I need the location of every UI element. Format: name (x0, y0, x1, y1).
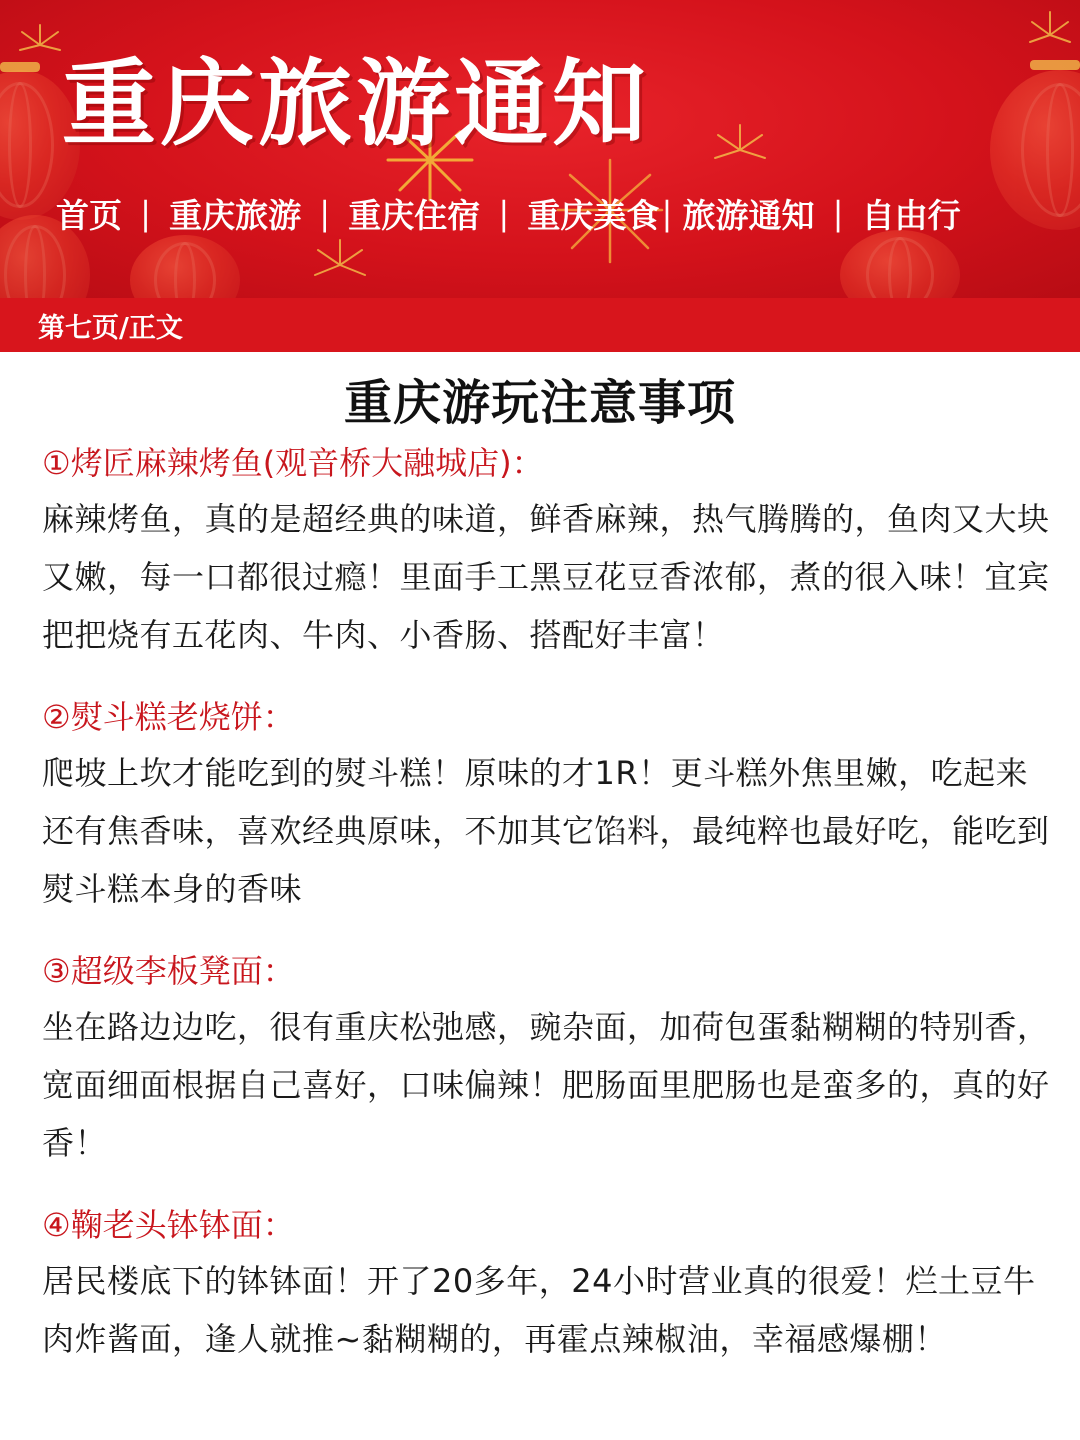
article-content (42, 436, 1052, 1394)
section-title: ③超级李板凳面： (42, 952, 295, 990)
nav-item-free-travel[interactable]: 自由行 (861, 195, 961, 235)
nav-separator: | (661, 193, 673, 233)
section-body: 爬坡上坎才能吃到的熨斗糕！原味的才1R！更斗糕外焦里嫩，吃起来还有焦香味，喜欢经典原味，不加其它馅料，最纯粹也最好吃，能吃到熨斗糕本身的香味 (42, 754, 1050, 908)
section-title: ①烤匠麻辣烤鱼(观音桥大融城店)： (42, 444, 544, 482)
nav-item-chongqing-travel[interactable]: 重庆旅游 (169, 195, 302, 235)
page-title: 重庆旅游通知 (62, 49, 651, 159)
nav-item-travel-notice[interactable]: 旅游通知 (682, 195, 815, 235)
nav-item-chongqing-food[interactable]: 重庆美食 (527, 195, 660, 235)
nav-separator: | (832, 193, 844, 233)
section-body: 居民楼底下的钵钵面！开了20多年，24小时营业真的很爱！烂土豆牛肉炸酱面，逢人就推~黏糊糊的，再霍点辣椒油，幸福感爆棚！ (42, 1262, 1036, 1358)
section-title: ④鞠老头钵钵面： (42, 1206, 295, 1244)
article-heading: 重庆游玩注意事项 (343, 375, 736, 431)
breadcrumb (0, 298, 1080, 352)
nav-separator: | (498, 193, 510, 233)
article-section (42, 436, 1052, 664)
nav-separator: | (140, 193, 152, 233)
article-section (42, 1198, 1052, 1368)
section-body: 麻辣烤鱼，真的是超经典的味道，鲜香麻辣，热气腾腾的，鱼肉又大块又嫩，每一口都很过瘾！里面手工黑豆花豆香浓郁，煮的很入味！宜宾把把烧有五花肉、牛肉、小香肠、搭配好丰富！ (42, 500, 1050, 654)
nav-item-chongqing-lodging[interactable]: 重庆住宿 (348, 195, 481, 235)
section-title: ②熨斗糕老烧饼： (42, 698, 295, 736)
header-banner (0, 0, 1080, 298)
nav-item-home[interactable]: 首页 (56, 195, 122, 235)
top-nav (56, 188, 961, 238)
breadcrumb-text[interactable]: 第七页/正文 (38, 312, 183, 344)
section-body: 坐在路边边吃，很有重庆松弛感，豌杂面，加荷包蛋黏糊糊的特别香，宽面细面根据自己喜好，口味偏辣！肥肠面里肥肠也是蛮多的，真的好香！ (42, 1008, 1050, 1162)
article-section (42, 944, 1052, 1172)
nav-separator: | (319, 193, 331, 233)
article-section (42, 690, 1052, 918)
